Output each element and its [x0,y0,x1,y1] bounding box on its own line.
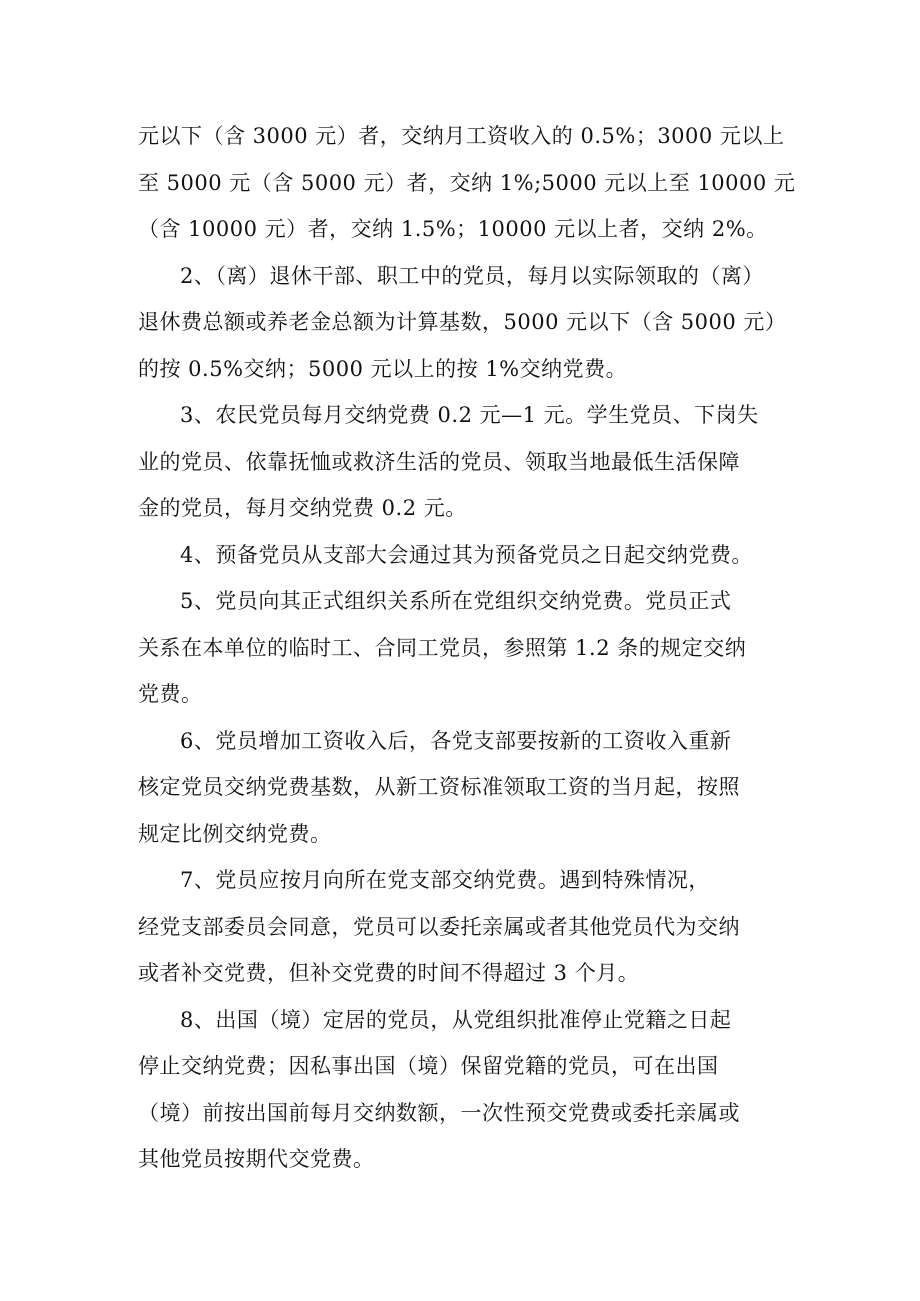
text-line: 3、农民党员每月交纳党费 0.2 元—1 元。学生党员、下岗失 [180,403,759,427]
text-line: 退休费总额或养老金总额为计算基数，5000 元以下（含 5000 元） [138,310,787,334]
text-line: 经党支部委员会同意，党员可以委托亲属或者其他党员代为交纳 [138,914,740,939]
text-line: 核定党员交纳党费基数，从新工资标准领取工资的当月起，按照 [138,775,740,799]
text-line: 规定比例交纳党费。 [138,821,332,846]
text-line: 其他党员按期代交党费。 [138,1147,375,1171]
paragraph-fee-rates-continued [138,113,798,253]
text-line: 或者补交党费，但补交党费的时间不得超过 3 个月。 [138,961,640,985]
text-line: 关系在本单位的临时工、合同工党员，参照第 1.2 条的规定交纳 [138,635,747,660]
text-line: 元以下（含 3000 元）者，交纳月工资收入的 0.5%；3000 元以上 [138,124,785,148]
text-line: 8、出国（境）定居的党员，从党组织批准停止党籍之日起 [180,1007,732,1032]
text-line: 金的党员，每月交纳党费 0.2 元。 [138,496,467,520]
text-line: 业的党员、依靠抚恤或救济生活的党员、领取当地最低生活保障 [138,449,740,474]
text-line: 2、（离）退休干部、职工中的党员，每月以实际领取的（离） [180,263,764,288]
paragraph-item-7-monthly-payment [138,857,798,997]
paragraph-item-8-abroad [138,997,798,1183]
text-line: 党费。 [138,682,203,706]
paragraph-item-2-retirees [138,253,798,393]
text-line: 5、党员向其正式组织关系所在党组织交纳党费。党员正式 [180,589,732,613]
paragraph-item-3-farmers-students [138,392,798,532]
text-line: （境）前按出国前每月交纳数额，一次性预交党费或委托亲属或 [138,1100,740,1125]
paragraph-item-4-probationary [138,532,798,579]
text-line: 至 5000 元（含 5000 元）者，交纳 1%;5000 元以上至 10000 元 [138,170,796,195]
text-line: 6、党员增加工资收入后，各党支部要按新的工资收入重新 [180,728,732,753]
text-line: 停止交纳党费；因私事出国（境）保留党籍的党员，可在出国 [138,1054,719,1078]
document-body [138,113,798,1183]
text-line: 的按 0.5%交纳；5000 元以上的按 1%交纳党费。 [138,356,628,381]
text-line: 7、党员应按月向所在党支部交纳党费。遇到特殊情况， [180,868,710,892]
text-line: （含 10000 元）者，交纳 1.5%；10000 元以上者，交纳 2%。 [138,217,768,241]
paragraph-item-6-salary-increase [138,718,798,858]
paragraph-item-5-organization [138,578,798,718]
text-line: 4、预备党员从支部大会通过其为预备党员之日起交纳党费。 [180,542,753,567]
